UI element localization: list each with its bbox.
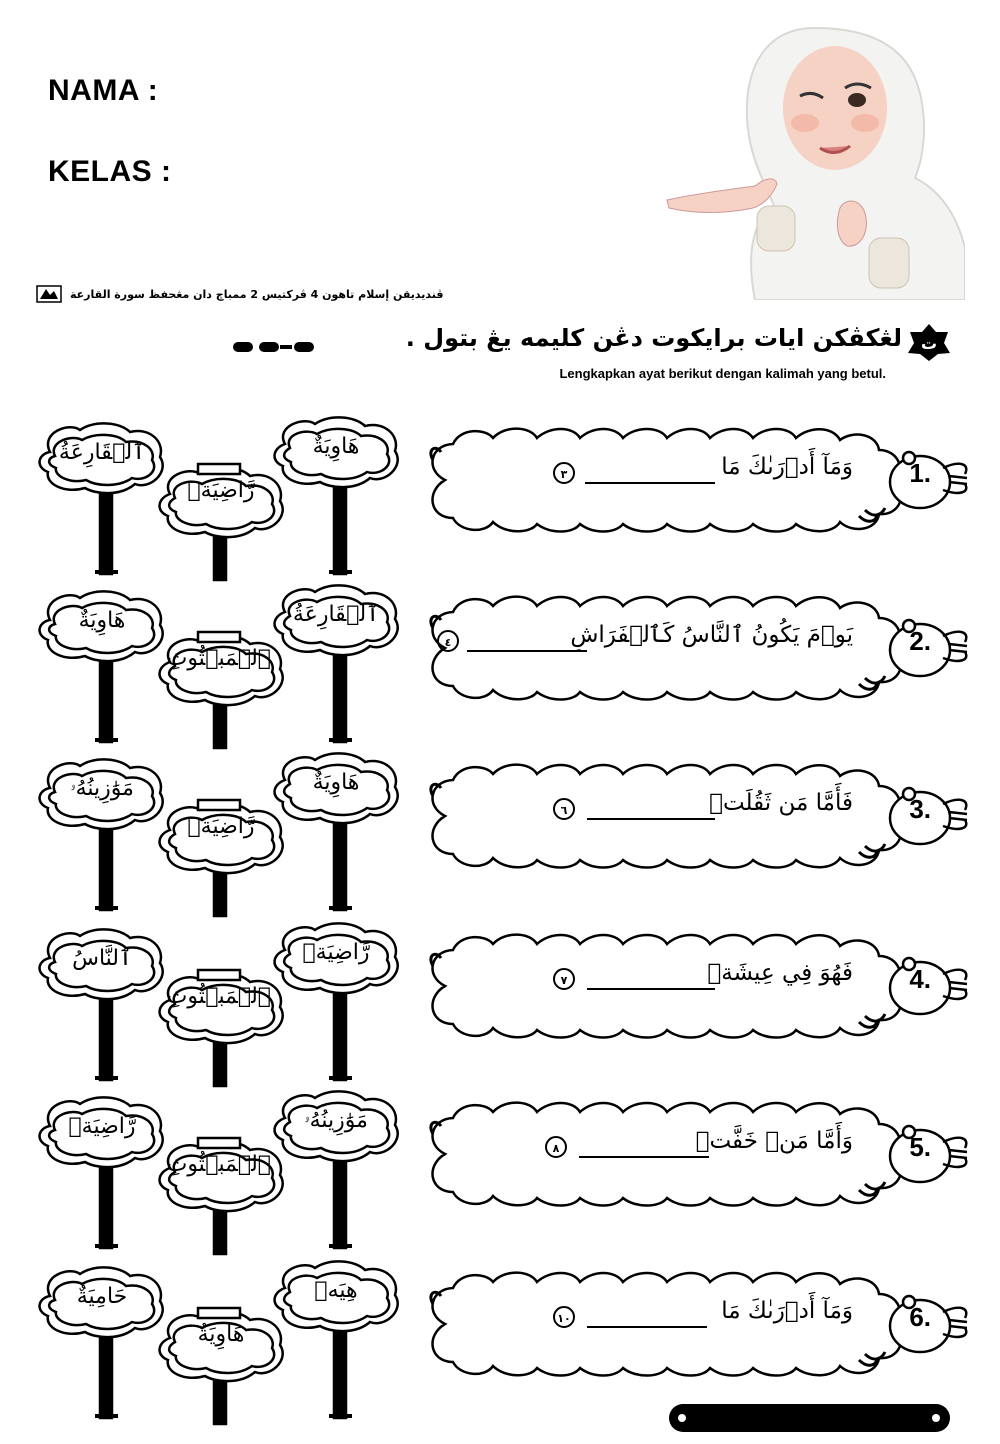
- question-number: 1.: [909, 458, 931, 488]
- answer-choices-signposts: [0, 1256, 420, 1426]
- answer-choices-signposts: [0, 1086, 420, 1256]
- answer-choice[interactable]: رَّاضِيَةٖ: [187, 814, 255, 839]
- ayah-number-marker: ٤: [437, 630, 459, 652]
- book-logo-icon: [36, 285, 62, 303]
- question-number: 5.: [909, 1132, 931, 1162]
- answer-choice[interactable]: رَّاضِيَةٖ: [302, 940, 370, 965]
- question-number: 6.: [909, 1302, 931, 1332]
- answer-choice[interactable]: هَاوِيَةٌ: [78, 608, 126, 633]
- answer-blank[interactable]: [467, 650, 587, 652]
- instruction-rumi-text: Lengkapkan ayat berikut dengan kalimah yang betul.: [559, 366, 886, 381]
- question-number: 2.: [909, 626, 931, 656]
- question-row: [0, 748, 1000, 918]
- question-row: [0, 580, 1000, 750]
- answer-choices-signposts: [0, 748, 420, 918]
- girl-character-illustration: [665, 8, 965, 300]
- ayah-number-marker: ٨: [545, 1136, 567, 1158]
- cloud-bunny-art: [415, 926, 975, 1046]
- question-cloud: [415, 1094, 975, 1214]
- cloud-bunny-art: [415, 1094, 975, 1214]
- answer-choice[interactable]: ٱلۡمَبۡثُوثِ: [166, 1152, 271, 1177]
- answer-choice[interactable]: مَوَٰزِينُهُۥ: [304, 1108, 368, 1133]
- question-row: [0, 1086, 1000, 1256]
- answer-choice[interactable]: ٱلۡمَبۡثُوثِ: [166, 646, 271, 671]
- answer-choices-signposts: [0, 412, 420, 582]
- answer-choice[interactable]: ٱلۡمَبۡثُوثِ: [166, 984, 271, 1009]
- question-cloud: [415, 420, 975, 540]
- name-field-label: NAMA :: [48, 74, 159, 107]
- cloud-bunny-art: [415, 756, 975, 876]
- answer-choices-signposts: [0, 580, 420, 750]
- ayah-number-marker: ٣: [553, 462, 575, 484]
- class-field-label: KELAS :: [48, 155, 172, 188]
- answer-choice[interactable]: هِيَهۡ: [314, 1278, 358, 1303]
- question-verse-text: وَمَآ أَدۡرَىٰكَ مَا: [721, 454, 853, 480]
- question-cloud: [415, 588, 975, 708]
- bottom-decorative-bar: [668, 1403, 951, 1433]
- answer-choice[interactable]: هَاوِيَةٌ: [312, 434, 360, 459]
- instruction-block: [232, 322, 952, 392]
- question-number: 4.: [909, 964, 931, 994]
- answer-blank[interactable]: [579, 1156, 709, 1158]
- cloud-bunny-art: [415, 1264, 975, 1384]
- answer-choice[interactable]: حَامِيَةٌ: [76, 1284, 128, 1309]
- ayah-number-marker: ٦: [553, 798, 575, 820]
- answer-choice[interactable]: رَّاضِيَةٖ: [187, 478, 255, 503]
- answer-choice[interactable]: مَوَٰزِينُهُۥ: [70, 776, 134, 801]
- answer-choice[interactable]: رَّاضِيَةٖ: [68, 1114, 136, 1139]
- question-row: [0, 412, 1000, 582]
- question-number: 3.: [909, 794, 931, 824]
- answer-choice[interactable]: ٱلۡقَارِعَةُ: [58, 440, 146, 465]
- answer-blank[interactable]: [585, 482, 715, 484]
- question-verse-text: وَمَآ أَدۡرَىٰكَ مَا: [721, 1298, 853, 1324]
- answer-choices-signposts: [0, 918, 420, 1088]
- cloud-bunny-art: [415, 420, 975, 540]
- answer-choice[interactable]: هَاوِيَةٌ: [197, 1322, 245, 1347]
- cloud-bunny-art: [415, 588, 975, 708]
- star-badge-icon: [906, 322, 952, 362]
- question-row: [0, 1256, 1000, 1426]
- answer-blank[interactable]: [587, 1326, 707, 1328]
- question-cloud: [415, 1264, 975, 1384]
- ayah-number-marker: ٧: [553, 968, 575, 990]
- book-reference-line: [36, 283, 466, 305]
- decorative-pills-icon: [232, 336, 327, 356]
- question-verse-text: فَهُوَ فِي عِيشَةٖ: [707, 960, 853, 986]
- question-cloud: [415, 926, 975, 1046]
- answer-blank[interactable]: [587, 818, 715, 820]
- answer-choice[interactable]: ٱلۡقَارِعَةُ: [292, 602, 380, 627]
- ayah-number-marker: ١٠: [553, 1306, 575, 1328]
- answer-blank[interactable]: [587, 988, 715, 990]
- answer-choice[interactable]: هَاوِيَةٌ: [312, 770, 360, 795]
- question-cloud: [415, 756, 975, 876]
- svg-text:ت: ت: [920, 334, 938, 353]
- question-row: [0, 918, 1000, 1088]
- instruction-jawi-text: لڠكڤكن ايات برايكوت دڠن كليمه يڠ بتول .: [405, 324, 902, 352]
- answer-choice[interactable]: ٱلنَّاسُ: [72, 946, 132, 971]
- book-reference-text: ڤنديديقن إسلام تاهون 4 ڤركتيس 2 ممباچ دان مڠحفظ سورة القارعة: [70, 287, 444, 301]
- question-verse-text: وَأَمَّا مَنۡ خَفَّتۡ: [695, 1128, 853, 1154]
- question-verse-text: فَأَمَّا مَن ثَقُلَتۡ: [709, 790, 853, 816]
- question-verse-text: يَوۡمَ يَكُونُ ٱلنَّاسُ كَٱلۡفَرَاشِ: [570, 622, 853, 648]
